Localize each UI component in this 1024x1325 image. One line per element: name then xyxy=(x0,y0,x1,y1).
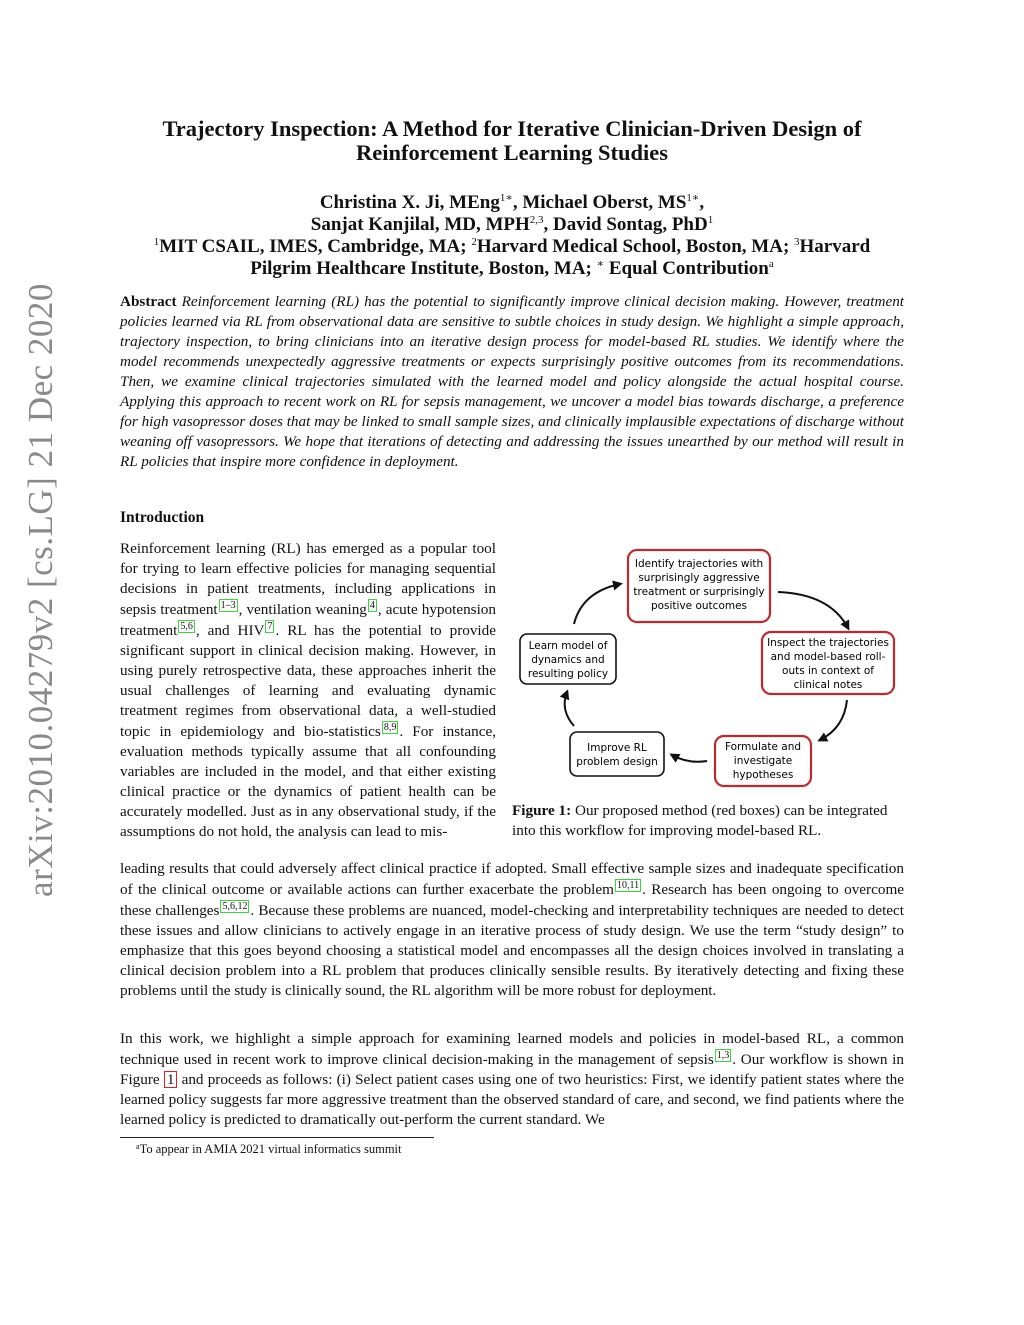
text-span: . RL has the potential to provide significant support in clinical decision making. However, in using purely retrospective data, these approaches inherit the usual challenges of learning and evaluating dynamic treatment regimes from observational data, a well-studied topic in epidemiology and bio-statistics xyxy=(120,622,496,740)
box-learn-line-1: Learn model of xyxy=(528,640,608,652)
author-kanjilal: Sanjat Kanjilal, MD, MPH xyxy=(310,214,530,235)
author-block xyxy=(120,192,904,280)
citation-link[interactable]: 1–3 xyxy=(220,600,236,611)
citation-link[interactable]: 7 xyxy=(267,621,273,632)
caption-text: Our proposed method (red boxes) can be integrated into this workflow for improving model-based RL. xyxy=(512,802,888,839)
box-identify-line-2: surprisingly aggressive xyxy=(638,572,760,584)
title-line-1: Trajectory Inspection: A Method for Iterative Clinician-Driven Design of xyxy=(162,116,862,141)
affil-3-cont: Pilgrim Healthcare Institute, Boston, MA; xyxy=(250,258,597,279)
box-inspect-line-1: Inspect the trajectories xyxy=(767,637,889,649)
box-improve-border xyxy=(570,732,664,776)
box-formulate-line-3: hypotheses xyxy=(732,769,794,781)
workflow-box-formulate xyxy=(715,736,811,786)
text-span: , acute hypotension treatment xyxy=(120,601,496,639)
figure-reference-link[interactable]: 1 xyxy=(164,1071,178,1088)
affiliation-line-1 xyxy=(120,236,904,258)
text-span: and proceeds as follows: (i) Select patient cases using one of two heuristics: First, we identify patient states where the learned policy suggests far more aggressive treatment than the observed standard of care, and second, we find patients where the learned policy is predicted to dramatically out-perform the current standard. We xyxy=(120,1071,904,1128)
affil-3-marker: 3 xyxy=(794,236,800,248)
text-span: , ventilation weaning xyxy=(238,601,367,618)
box-inspect-line-3: outs in context of xyxy=(782,665,874,677)
caption-label: Figure 1: xyxy=(512,802,572,819)
figure-1-workflow xyxy=(512,540,904,800)
footnote-text: To appear in AMIA 2021 virtual informatics summit xyxy=(139,1142,402,1156)
text-span: . Because these problems are nuanced, model-checking and interpretability techniques are needed to detect these issues and allow clinicians to actively engage in an iterative process of study design. We use the term “study design” to emphasize that this goes beyond choosing a statistical model and encompasses all the design choices involved in translating a clinical decision problem into a RL problem that produces clinically sensible results. By iteratively detecting and fixing these problems until the study is clinically sound, the RL algorithm will be more robust for deployment. xyxy=(120,902,904,999)
intro-paragraph-1-continued xyxy=(120,859,904,1001)
affil-1: MIT CSAIL, IMES, Cambridge, MA; xyxy=(159,236,472,257)
box-identify-line-3: treatment or surprisingly xyxy=(633,586,765,598)
figure-1-caption xyxy=(512,801,904,841)
box-learn-line-3: resulting policy xyxy=(527,668,609,680)
intro-paragraph-1-column xyxy=(120,539,496,842)
citation-link[interactable]: 5,6 xyxy=(180,621,193,632)
box-improve-line-1: Improve RL xyxy=(587,742,647,754)
author-ji-affil: 1∗ xyxy=(499,192,513,204)
arxiv-id: arXiv:2010.04279v2 [cs.LG] 21 Dec 2020 xyxy=(21,283,60,897)
abstract xyxy=(120,292,904,472)
title-line-2: Reinforcement Learning Studies xyxy=(355,140,669,165)
author-sontag-affil: 1 xyxy=(707,214,714,226)
text-span: Reinforcement learning (RL) has emerged as a popular tool for trying to learn effective policies for managing sequential decisions in patient treatments, including applications in sepsis treatment xyxy=(120,540,496,618)
text-span: . Research has been ongoing to overcome these challenges xyxy=(120,881,904,919)
author-sep: , xyxy=(699,192,705,213)
affiliation-line-2 xyxy=(120,258,904,280)
text-span: , and HIV xyxy=(195,622,265,639)
workflow-box-improve xyxy=(570,732,664,776)
workflow-box-identify xyxy=(628,550,770,622)
author-line-1 xyxy=(120,192,904,214)
text-span: . Our workflow is shown in Figure xyxy=(120,1051,904,1088)
citation-link[interactable]: 8,9 xyxy=(383,722,397,733)
arrow-inspect-to-formulate xyxy=(820,700,847,740)
equal-contribution: Equal Contribution xyxy=(604,258,769,279)
arrow-formulate-to-improve xyxy=(672,755,707,762)
citation-link[interactable]: 1,3 xyxy=(716,1050,730,1061)
workflow-box-inspect xyxy=(762,632,894,694)
arrow-improve-to-learn xyxy=(565,692,574,726)
box-inspect-line-2: and model-based roll- xyxy=(770,651,886,663)
affil-2: Harvard Medical School, Boston, MA; xyxy=(476,236,795,257)
box-learn-line-2: dynamics and xyxy=(531,654,605,666)
section-heading-introduction: Introduction xyxy=(120,509,205,526)
author-kanjilal-affil: 2,3 xyxy=(529,214,544,226)
footnote-divider xyxy=(120,1137,434,1138)
author-sontag: , David Sontag, PhD xyxy=(543,214,708,235)
arrow-learn-to-identify xyxy=(574,584,620,624)
footnote xyxy=(136,1142,402,1156)
affil-2-marker: 2 xyxy=(471,236,477,248)
text-span: In this work, we highlight a simple approach for examining learned models and policies in model-based RL, a common technique used in recent work to improve clinical decision-making in the management of sepsis xyxy=(120,1030,904,1068)
citation-link[interactable]: 10,11 xyxy=(616,880,640,891)
author-oberst: , Michael Oberst, MS xyxy=(512,192,687,213)
arrow-identify-to-inspect xyxy=(778,592,848,628)
footnote-marker-label: a xyxy=(136,1142,140,1151)
text-span: . For instance, evaluation methods typically assume that all confounding variables are included in the model, and that either existing clinical practice or the dynamics of patient health can be accurately modelled. Just as in any observational study, if the assumptions do not hold, the analysis can lead to mis- xyxy=(120,723,497,840)
workflow-box-learn xyxy=(520,634,616,684)
author-ji: Christina X. Ji, MEng xyxy=(319,192,500,213)
footnote-marker: a xyxy=(768,258,774,270)
box-formulate-line-1: Formulate and xyxy=(724,741,802,753)
box-identify-line-1: Identify trajectories with xyxy=(634,558,764,570)
affil-3: Harvard xyxy=(799,236,871,257)
arxiv-side-stamp xyxy=(18,0,64,1325)
abstract-label: Abstract xyxy=(120,293,177,310)
author-line-2 xyxy=(120,214,904,236)
paper-title xyxy=(120,117,904,165)
box-improve-line-2: problem design xyxy=(576,756,658,768)
box-inspect-line-4: clinical notes xyxy=(793,679,863,691)
workflow-diagram xyxy=(512,540,904,800)
citation-link[interactable]: 5,6,12 xyxy=(222,901,248,912)
text-span: leading results that could adversely affect clinical practice if adopted. Small effective sample sizes and inadequate specification of the clinical outcome or available actions can further exacerbate the problem xyxy=(120,860,904,898)
equal-marker: ∗ xyxy=(596,258,605,270)
citation-link[interactable]: 4 xyxy=(369,600,375,611)
box-formulate-line-2: investigate xyxy=(733,755,793,767)
author-oberst-affil: 1∗ xyxy=(686,192,700,204)
box-identify-line-4: positive outcomes xyxy=(650,600,748,612)
abstract-text: Reinforcement learning (RL) has the potential to significantly improve clinical decision making. However, treatment policies learned via RL from observational data are sensitive to subtle choices in study design. We highlight a simple approach, trajectory inspection, to bring clinicians into an iterative design process for model-based RL studies. We identify where the model recommends unexpectedly aggressive treatments or expects surprisingly positive outcomes from its recommendations. Then, we examine clinical trajectories simulated with the learned model and policy alongside the actual hospital course. Applying this approach to recent work on RL for sepsis management, we uncover a model bias towards discharge, a preference for high vasopressor doses that may be linked to small sample sizes, and clinically implausible expectations of discharge without weaning off vasopressors. We hope that iterations of detecting and addressing the issues unearthed by our method will result in RL policies that inspire more confidence in deployment. xyxy=(120,293,905,470)
intro-paragraph-2 xyxy=(120,1029,904,1130)
affil-1-marker: 1 xyxy=(153,236,160,248)
